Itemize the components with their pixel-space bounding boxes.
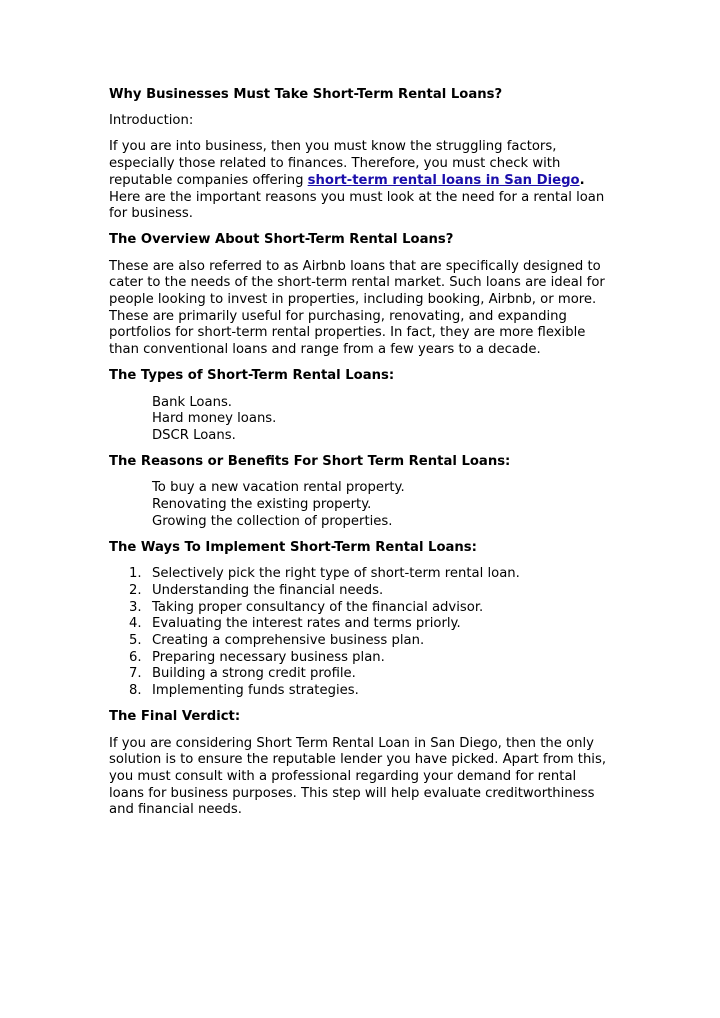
list-item-text: Preparing necessary business plan. [152, 649, 385, 665]
reasons-list [109, 480, 614, 530]
types-heading: The Types of Short-Term Rental Loans: [109, 368, 395, 384]
article-body [109, 87, 614, 829]
list-item-text: Evaluating the interest rates and terms priorly. [152, 616, 461, 632]
overview-paragraph: These are also referred to as Airbnb loans that are specifically designed to cater to the needs of the short-term rental market. Such loans are ideal for people looking to invest in properties, including booking, Airbnb, or more. These are primarily useful for purchasing, renovating, and expanding portfolios for short-term rental properties. In fact, they are more flexible than conventional loans and range from a few years to a decade. [109, 258, 605, 358]
verdict-heading: The Final Verdict: [109, 709, 241, 725]
list-number: 3. [129, 599, 142, 615]
list-item: DSCR Loans. [152, 427, 236, 443]
article-title: Why Businesses Must Take Short-Term Rental Loans? [109, 87, 503, 102]
list-item: Hard money loans. [152, 411, 277, 427]
list-item-text: Understanding the financial needs. [152, 582, 384, 598]
list-item-text: Selectively pick the right type of short-term rental loan. [152, 566, 520, 582]
list-item: Bank Loans. [152, 394, 233, 410]
overview-heading: The Overview About Short-Term Rental Loans? [109, 232, 454, 248]
intro-link-period: . [579, 172, 585, 188]
types-list [109, 395, 614, 445]
list-item-text: Implementing funds strategies. [152, 683, 359, 699]
intro-text-before: If you are into business, then you must know the struggling factors, especially those related to finances. Therefore, you must check with reputable companies offering [109, 139, 561, 188]
san-diego-loans-link[interactable]: short-term rental loans in San Diego [307, 172, 580, 188]
reasons-heading: The Reasons or Benefits For Short Term Rental Loans: [109, 454, 511, 470]
list-number: 8. [129, 683, 142, 699]
list-number: 2. [129, 582, 142, 598]
list-item [109, 616, 614, 633]
ways-list [109, 566, 614, 700]
list-item-text: Creating a comprehensive business plan. [152, 632, 425, 648]
list-item [109, 566, 614, 583]
list-item [109, 600, 614, 617]
list-number: 4. [129, 616, 142, 632]
list-item-text: Building a strong credit profile. [152, 666, 356, 682]
list-number: 6. [129, 649, 142, 665]
list-item [109, 583, 614, 600]
list-item [109, 633, 614, 650]
list-item [109, 650, 614, 667]
list-item: To buy a new vacation rental property. [152, 480, 405, 496]
intro-label: Introduction: [109, 113, 194, 129]
list-item [109, 683, 614, 700]
verdict-paragraph: If you are considering Short Term Rental Loan in San Diego, then the only solution is to ensure the reputable lender you have picked. Apart from this, you must consult with a professional regarding your demand for rental loans for business purposes. This step will help evaluate creditworthiness and financial needs. [109, 735, 607, 818]
list-item-text: Taking proper consultancy of the financial advisor. [152, 599, 484, 615]
list-item: Growing the collection of properties. [152, 513, 393, 529]
list-number: 5. [129, 632, 142, 648]
intro-text-after: Here are the important reasons you must look at the need for a rental loan for business. [109, 189, 605, 222]
list-number: 7. [129, 666, 142, 682]
intro-paragraph [109, 139, 614, 223]
list-number: 1. [129, 566, 142, 582]
list-item: Renovating the existing property. [152, 497, 372, 513]
list-item [109, 666, 614, 683]
ways-heading: The Ways To Implement Short-Term Rental Loans: [109, 539, 477, 555]
